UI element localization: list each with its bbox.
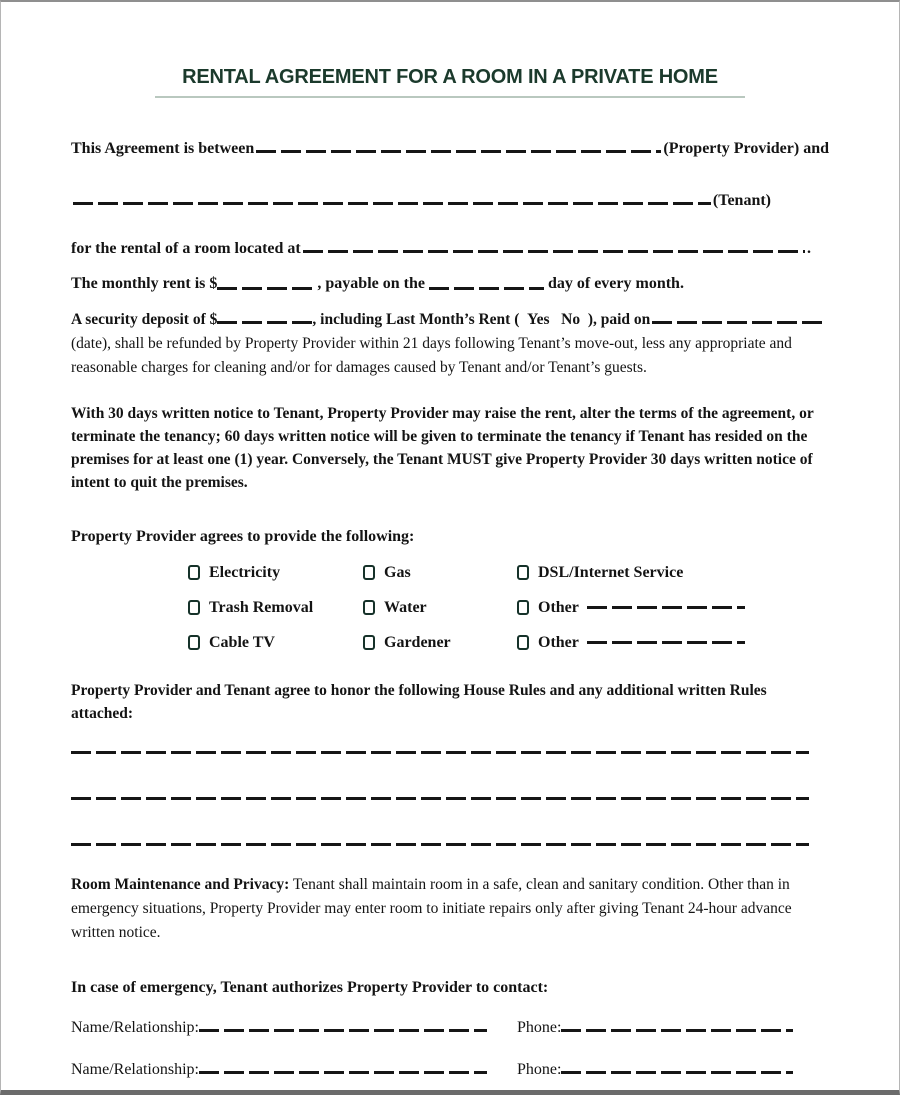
gardener-label: Gardener bbox=[384, 633, 451, 651]
location-period: . bbox=[807, 240, 811, 257]
other-2-checkbox[interactable] bbox=[517, 635, 529, 650]
termination-notice-paragraph: With 30 days written notice to Tenant, Property Provider may raise the rent, alter the terms of the agreement, or terminate the tenancy; 60 days written notice will be given to terminate the tenancy if Tenant has resided on the premises for at least one (1) year. Conversely, the Tenant MUST give Property Provider 30 days written notice of intent to quit the premises. bbox=[71, 405, 814, 491]
water-label: Water bbox=[384, 598, 427, 616]
deposit-first-line bbox=[71, 308, 829, 332]
other-2-label: Other bbox=[538, 633, 579, 651]
tenant-suffix-label: (Tenant) bbox=[712, 192, 771, 209]
other-2-blank[interactable] bbox=[587, 641, 745, 644]
room-address-blank[interactable] bbox=[303, 250, 805, 253]
house-rules-blank-1[interactable] bbox=[71, 751, 809, 754]
provider-name-blank[interactable] bbox=[256, 150, 661, 153]
document-title: RENTAL AGREEMENT FOR A ROOM IN A PRIVATE HOME bbox=[182, 66, 718, 88]
rent-amount-blank[interactable] bbox=[217, 287, 317, 290]
deposit-amount-blank[interactable] bbox=[217, 321, 312, 324]
dsl-internet-checkbox[interactable] bbox=[517, 565, 529, 580]
name-relationship-blank-2[interactable] bbox=[199, 1071, 487, 1074]
phone-label-1: Phone: bbox=[516, 1019, 562, 1036]
security-deposit-paragraph bbox=[71, 308, 829, 380]
maintenance-privacy-label: Room Maintenance and Privacy: bbox=[71, 876, 290, 893]
utility-cable-tv bbox=[188, 634, 363, 652]
parties-provider-line bbox=[71, 138, 829, 160]
cable-tv-checkbox[interactable] bbox=[188, 635, 200, 650]
monthly-rent-line bbox=[71, 273, 829, 295]
deposit-refund-text: (date), shall be refunded by Property Provider within 21 days following Tenant’s move-out, less any appropriate and reasonable charges for cleaning and/or for damages caused by Tenant and/or Tenant’s guests. bbox=[71, 335, 792, 376]
house-rules-blank-3[interactable] bbox=[71, 843, 809, 846]
phone-blank-2[interactable] bbox=[561, 1071, 793, 1074]
trash-removal-checkbox[interactable] bbox=[188, 600, 200, 615]
house-rules-heading: Property Provider and Tenant agree to honor the following House Rules and any additional written Rules attached: bbox=[71, 682, 767, 722]
gas-checkbox[interactable] bbox=[363, 565, 375, 580]
utilities-row-2 bbox=[71, 597, 829, 618]
name-relationship-label-1: Name/Relationship: bbox=[71, 1019, 199, 1036]
parties-tenant-line bbox=[71, 190, 829, 212]
name-relationship-label-2: Name/Relationship: bbox=[71, 1061, 199, 1078]
trash-removal-label: Trash Removal bbox=[209, 598, 314, 616]
provider-suffix-label: (Property Provider) and bbox=[663, 140, 829, 157]
rent-due-day-blank[interactable] bbox=[429, 287, 544, 290]
name-relationship-blank-1[interactable] bbox=[199, 1029, 487, 1032]
deposit-paid-on-date-blank[interactable] bbox=[652, 321, 827, 324]
utility-gas bbox=[363, 564, 517, 582]
other-1-checkbox[interactable] bbox=[517, 600, 529, 615]
room-location-line bbox=[71, 238, 829, 260]
between-label: This Agreement is between bbox=[71, 140, 255, 157]
maintenance-privacy-paragraph bbox=[71, 873, 829, 945]
utilities-row-3 bbox=[71, 632, 829, 653]
title-underline bbox=[155, 96, 745, 98]
phone-label-2: Phone: bbox=[516, 1061, 562, 1078]
maintenance-privacy-body: Tenant shall maintain room in a safe, clean and sanitary condition. Other than in emergency situations, Property Provider may enter room to initiate repairs only after giving Tenant 24-hour advance written notice. bbox=[71, 876, 792, 941]
house-rules-blank-2[interactable] bbox=[71, 797, 809, 800]
utility-other-2 bbox=[517, 634, 829, 652]
location-label: for the rental of a room located at bbox=[71, 240, 301, 257]
water-checkbox[interactable] bbox=[363, 600, 375, 615]
utility-water bbox=[363, 599, 517, 617]
utility-trash-removal bbox=[188, 599, 363, 617]
other-1-blank[interactable] bbox=[587, 606, 745, 609]
utilities-heading: Property Provider agrees to provide the following: bbox=[71, 528, 415, 545]
emergency-contact-row-1 bbox=[71, 1019, 829, 1037]
phone-blank-1[interactable] bbox=[561, 1029, 793, 1032]
emergency-contact-heading: In case of emergency, Tenant authorizes Property Provider to contact: bbox=[71, 979, 549, 996]
deposit-amount-label: A security deposit of $ bbox=[71, 311, 218, 328]
electricity-label: Electricity bbox=[209, 563, 281, 581]
deposit-mid-label: , including Last Month’s Rent ( Yes No ), paid on bbox=[312, 311, 651, 328]
emergency-contact-row-2 bbox=[71, 1061, 829, 1079]
rent-suffix-label: day of every month. bbox=[547, 275, 684, 292]
other-1-label: Other bbox=[538, 598, 579, 616]
utility-electricity bbox=[188, 564, 363, 582]
dsl-internet-label: DSL/Internet Service bbox=[538, 563, 684, 581]
tenant-name-blank[interactable] bbox=[73, 202, 711, 205]
rental-agreement-document bbox=[1, 66, 899, 1079]
rent-amount-label: The monthly rent is $ bbox=[71, 275, 218, 292]
cable-tv-label: Cable TV bbox=[209, 633, 275, 651]
gas-label: Gas bbox=[384, 563, 411, 581]
utility-other-1 bbox=[517, 599, 829, 617]
utilities-row-1 bbox=[71, 562, 829, 583]
rent-mid-label: , payable on the bbox=[317, 275, 425, 292]
electricity-checkbox[interactable] bbox=[188, 565, 200, 580]
utility-gardener bbox=[363, 634, 517, 652]
gardener-checkbox[interactable] bbox=[363, 635, 375, 650]
utility-dsl-internet bbox=[517, 564, 829, 582]
